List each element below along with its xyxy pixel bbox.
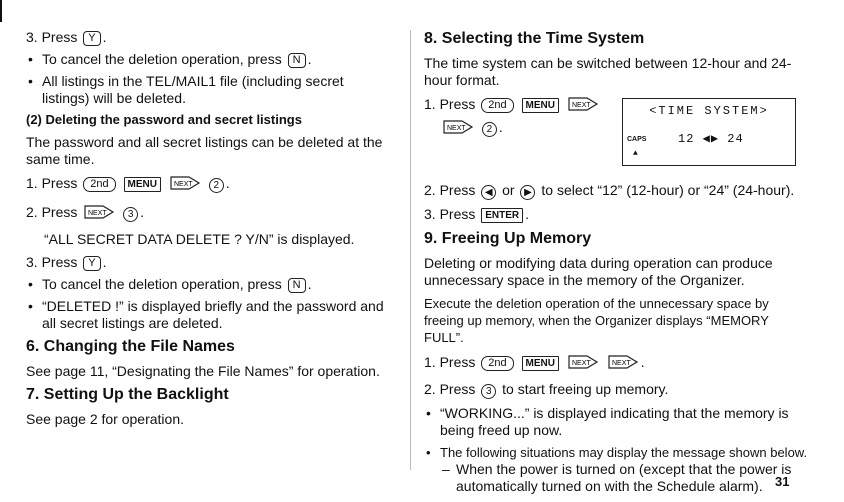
next-key-text: NEXT bbox=[88, 210, 107, 217]
next-key-icon bbox=[567, 95, 599, 118]
heading-time-system: 8. Selecting the Time System bbox=[424, 30, 645, 47]
next-key-icon bbox=[83, 203, 115, 225]
menu-key: MENU bbox=[124, 177, 161, 192]
next-key-icon bbox=[607, 353, 639, 375]
bullet-cancel-2: • To cancel the deletion operation, press N . bbox=[26, 276, 392, 293]
time-step-3: 3. Press ENTER . bbox=[424, 206, 530, 222]
n-key: N bbox=[288, 278, 306, 293]
corner-mark bbox=[0, 0, 2, 22]
2nd-key: 2nd bbox=[481, 356, 513, 371]
next-key-text: NEXT bbox=[611, 360, 631, 367]
lcd-time-values: 12 ◀▶ 24 bbox=[678, 132, 744, 146]
bullet-cancel-1: • To cancel the deletion operation, press N . bbox=[26, 51, 392, 68]
right-arrow-key-icon: ▶ bbox=[520, 185, 535, 200]
paragraph-backlight: See page 2 for operation. bbox=[26, 411, 185, 427]
bullet-working: • “WORKING...” is displayed indicating that the memory is being freed up now. bbox=[424, 405, 809, 439]
step-3: 3. Press Y . bbox=[26, 254, 107, 270]
2nd-key: 2nd bbox=[481, 98, 513, 113]
y-key: Y bbox=[83, 31, 100, 46]
3-key: 3 bbox=[481, 384, 496, 399]
column-divider bbox=[410, 30, 411, 470]
heading-backlight: 7. Setting Up the Backlight bbox=[26, 386, 229, 403]
paragraph-file-names: See page 11, “Designating the File Names” for operation. bbox=[26, 363, 380, 379]
dash-power-on: – When the power is turned on (except that the power is automatically turned on with the Schedule alarm). bbox=[440, 461, 809, 495]
bullet-deleted: • “DELETED !” is displayed briefly and the password and all secret listings are deleted. bbox=[26, 298, 392, 332]
lcd-display bbox=[622, 98, 796, 166]
bullet-all-listings: • All listings in the TEL/MAIL1 file (including secret listings) will be deleted. bbox=[26, 73, 392, 107]
time-step-1: 1. Press 2nd MENU NEXT NEXT 2 . bbox=[424, 95, 809, 141]
left-column bbox=[26, 29, 392, 428]
next-key-icon bbox=[442, 118, 474, 141]
next-key-icon bbox=[567, 353, 599, 375]
2-key: 2 bbox=[482, 122, 497, 137]
lcd-caps-indicator: CAPS bbox=[627, 136, 647, 143]
step-1: 1. Press 2nd MENU NEXT 2 . bbox=[26, 174, 392, 196]
next-key-text: NEXT bbox=[571, 360, 591, 367]
next-key-text: NEXT bbox=[173, 181, 193, 188]
lcd-title: <TIME SYSTEM> bbox=[649, 104, 769, 118]
lcd-cursor-icon: ▲ bbox=[633, 149, 638, 158]
paragraph-password: The password and all secret listings can be deleted at the same time. bbox=[26, 134, 383, 167]
paragraph-memory-2: Execute the deletion operation of the unnecessary space by freeing up memory, when the Organizer displays “MEMORY FULL”. bbox=[424, 296, 769, 345]
bullet-situations: • The following situations may display the message shown below. bbox=[424, 444, 809, 461]
enter-key: ENTER bbox=[481, 208, 523, 223]
page-number: 31 bbox=[775, 474, 790, 489]
memory-step-1: 1. Press 2nd MENU NEXT NEXT . bbox=[424, 353, 809, 375]
subheading-delete-password: (2) Deleting the password and secret listings bbox=[26, 112, 302, 127]
left-arrow-key-icon: ◀ bbox=[481, 185, 496, 200]
next-key-icon bbox=[169, 174, 201, 196]
menu-key: MENU bbox=[522, 356, 559, 371]
2nd-key: 2nd bbox=[83, 177, 115, 192]
paragraph-time-system: The time system can be switched between 12-hour and 24-hour format. bbox=[424, 55, 792, 88]
paragraph-memory-1: Deleting or modifying data during operation can produce unnecessary space in the memory of the Organizer. bbox=[424, 255, 773, 288]
step-press-y: 3. Press Y . bbox=[26, 29, 107, 45]
heading-changing-file-names: 6. Changing the File Names bbox=[26, 338, 235, 355]
step-2: 2. Press NEXT 3 . bbox=[26, 203, 392, 225]
n-key: N bbox=[288, 53, 306, 68]
step-2-note: “ALL SECRET DATA DELETE ? Y/N” is displayed. bbox=[44, 231, 355, 247]
time-step-2: 2. Press ◀ or ▶ to select “12” (12-hour) or “24” (24-hour). bbox=[424, 182, 795, 198]
memory-step-2: 2. Press 3 to start freeing up memory. bbox=[424, 381, 669, 397]
2-key: 2 bbox=[209, 178, 224, 193]
heading-freeing-memory: 9. Freeing Up Memory bbox=[424, 230, 592, 247]
3-key: 3 bbox=[123, 207, 138, 222]
menu-key: MENU bbox=[522, 98, 559, 113]
next-key-text: NEXT bbox=[447, 125, 466, 132]
next-key-text: NEXT bbox=[571, 102, 591, 109]
y-key: Y bbox=[83, 256, 100, 271]
